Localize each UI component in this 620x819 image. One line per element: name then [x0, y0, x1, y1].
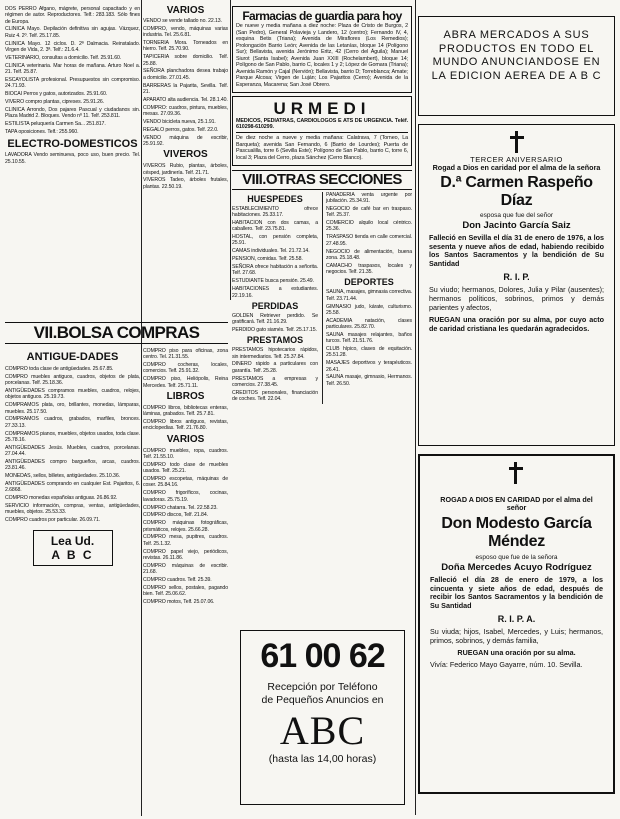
classified-ad: HABITACIONES a estudiantes. 22.19.16.	[232, 286, 318, 299]
section-banner	[232, 170, 412, 190]
obit-ruegan: RUEGAN una oración por su alma, por cuyo acto de caridad cristiana les quedarán agradecidos.	[429, 315, 604, 333]
classified-ad: PENSION, comidas. Telf. 25.58.	[232, 256, 303, 263]
farmacias-box	[232, 6, 412, 93]
classified-ad: REGALO perros, gatos. Telf. 22.0.	[143, 126, 219, 133]
classified-ad: CREDITOS personales, financiación de coches. Telf. 22.04.	[232, 389, 318, 403]
obit-text: Falleció el día 28 de enero de 1979, a los cincuenta y siete años de edad, después de recibir los Santos Sacramentos y la bendición de Su Santidad	[430, 575, 603, 610]
urmedi-box	[232, 96, 412, 166]
obit-intro: ROGAD A DIOS EN CARIDAD por el alma del señor	[440, 495, 593, 512]
classified-ad: ANTIGÜEDADES Jesús. Muebles, cuadros, porcelanas. 27.04.44.	[5, 444, 140, 458]
urmedi-subtitle: MEDICOS, PEDIATRAS, CARDIOLOGOS E ATS DE URGENCIA. Teléf. 610298-610299.	[236, 117, 408, 130]
classified-list	[143, 348, 228, 389]
classified-ad: COMPRO máquinas de escribir. 21.68.	[143, 562, 228, 576]
classified-ad: PRESTAMOS hipotecarios rápidos, sin intermediarios. Telf. 25.37.84.	[232, 347, 318, 360]
obit-intro: Rogad a Dios en caridad por el alma de la señora	[432, 163, 601, 172]
obituary-box-2	[418, 454, 615, 794]
classified-ad: ESCAYOLISTA profesional. Presupuestos sin compromiso. 24.71.93.	[5, 76, 140, 90]
classified-ad: VIVEROS Rubio, plantas, árboles, césped, jardinería. Telf. 21.71.	[143, 163, 228, 176]
obit-spouse-intro: esposa que fue del señor	[480, 212, 553, 219]
classified-ad: APARATO alta audiencia. Tel. 28.1.40.	[143, 96, 228, 103]
classified-ad: ESTILISTA peluquería Carmen Sa... 251.817.	[5, 121, 106, 128]
column-rule	[415, 0, 416, 815]
classified-list	[326, 192, 412, 276]
divider	[236, 132, 408, 133]
obit-rip: R. I. P.	[503, 272, 530, 283]
classified-ad: ANTIGÜEDADES compro bargueños, arcas, cuadros. 23.81.46.	[5, 459, 140, 472]
classified-ad: COMPRO máquinas fotográficas, prismáticos, relojes. 25.66.28.	[143, 520, 228, 533]
classified-ad: COMPRO mesa, pupitres, cuadros. Telf. 25.1.32.	[143, 534, 228, 547]
classified-ad: COMPRAMOS pianos, muebles, objetos usados, toda clase. 25.78.16.	[5, 430, 140, 443]
column-2-lower	[143, 348, 228, 607]
classified-list	[143, 405, 228, 432]
classified-ad: TAPICERIA sobre domicilio. Telf. 25.88.	[143, 54, 228, 67]
section-title: VII.BOLSA COMPRAS	[33, 323, 200, 342]
classified-ad: COMPRO chatarra. Tel. 22.58.23.	[143, 504, 218, 511]
obit-family: Su viuda; hijos, Isabel, Mercedes, y Luis; hermanos, primos, sobrinos, y demás familia,	[430, 627, 603, 645]
classified-ad: COMPRO piso, Heliópolis, Reina Mercedes. Telf. 25.71.11.	[143, 376, 228, 389]
section-header-deportes: DEPORTES	[344, 277, 394, 288]
classified-ad: GOLDEN Retriever perdido. Se gratificará. Telf. 21.16.29.	[232, 312, 318, 326]
phone-ad-box	[240, 630, 405, 805]
obit-text: Falleció en Sevilla el día 31 de enero de 1976, a los sesenta y nueve años de edad, habiendo recibido los Santos Sacramentos y la bendición de Su Santidad	[429, 233, 604, 268]
classified-ad: COMPRO: cuadros, pintura, muebles, mesas. 27.09.36.	[143, 104, 228, 118]
classified-list	[143, 163, 228, 190]
classified-ad: PRESTAMOS a empresas y comercios. 27.38.45.	[232, 375, 318, 388]
cross-icon	[509, 462, 525, 490]
obit-rip: R. I. P. A.	[497, 614, 536, 625]
column-rule	[141, 346, 142, 816]
classified-list	[232, 206, 318, 299]
classified-ad: COMPRO discos, Telf. 21.84.	[143, 512, 208, 519]
classified-ad: COMPRO sellos, postales, pagando bien. Telf. 25.06.62.	[143, 584, 228, 598]
classified-ad: MASAJES deportivos y terapéuticos. 26.41.	[326, 360, 412, 373]
phone-number: 61 00 62	[260, 637, 385, 675]
otras-right-column	[322, 192, 412, 404]
column-1-lower	[5, 348, 140, 566]
classified-ad: COMPRO, vendo, máquinas varias industria. Tel. 25.6.81.	[143, 25, 228, 39]
otras-left-column	[232, 192, 318, 404]
classified-ad: CLINICA Arrondo, Dos pajares Pascual y ciudadanos sin. Plaza Madrid 2. Bloques. Vendo nº 11. Telf. 253.811.	[5, 106, 140, 120]
classified-ad: COMPRO cocheras, locales, comercios. Telf. 25.91.32.	[143, 362, 228, 375]
obit-family: Su viudo; hermanos, Dolores, Julia y Pilar (ausentes); hermanos políticos, sobrinos, primos y demás parientes y afectos,	[429, 285, 604, 312]
classified-ad: TRASPASO tienda en calle comercial. 27.48.95.	[326, 234, 412, 247]
section-header-varios: VARIOS	[166, 433, 205, 445]
classified-ad: SEÑORA planchadora desea trabajo a domicilio. 27.01.45.	[143, 68, 228, 81]
urmedi-text: De diez noche a nueve y media mañana: Calatrava, 7 (Torneo, La Barqueta); avenida San Fernando, 6 (Barrio de Lourdes); Puerta de Pascualilla, torre 6 (Sevilla Este); Polígono de San Pablo, barrio C, torre 6, local 3; Plaza del Cerro, plaza Sánchez (Cerro Blanco).	[236, 135, 408, 161]
classified-ad: CAMAS individuales. Tel. 21.72.14.	[232, 248, 310, 255]
farmacias-title: Farmacias de guardia para hoy	[242, 9, 402, 23]
section-header-prestamos: PRESTAMOS	[246, 335, 304, 346]
section-banner	[5, 322, 228, 344]
classified-ad: SAUNA, masajes, gimnasia correctiva. Telf. 23.71.44.	[326, 289, 412, 302]
section-header-viveros: VIVEROS	[163, 149, 208, 161]
section-header-antiguedades: ANTIGUE-DADES	[26, 351, 119, 363]
section-header-perdidas: PERDIDAS	[251, 300, 299, 311]
classified-ad: VIVEROS Tadeo, árboles frutales, plantas. 22.50.19.	[143, 177, 228, 190]
obit-ruegan: RUEGAN una oración por su alma.	[457, 647, 576, 657]
obit-spouse-intro: esposo que fue de la señora	[475, 554, 558, 561]
classified-ad: COMPRAMOS plata, oro, brillantes, monedas, lámparas, muebles. 25.17.50.	[5, 402, 140, 415]
section-header-varios: VARIOS	[166, 5, 205, 16]
urmedi-title: URMEDI	[273, 98, 371, 118]
classified-list	[143, 18, 228, 147]
column-1	[5, 6, 140, 166]
classified-ad: CAMACHO traspasos, locales y negocios. Telf. 21.35.	[326, 262, 412, 276]
classified-list	[232, 347, 318, 402]
classified-ad: VENDO máquina de escribir, 25.91.92.	[143, 134, 228, 147]
classified-ad: CLINICA Mayo. 12 ciclos. D. 2ª Dalmacia. Reinstalado. Virgen de Vida, 2. 3ª. Telf.: 21.6.4.	[5, 40, 140, 53]
section-header-huespedes: HUESPEDES	[247, 193, 303, 204]
classified-ad: VETERINARIO, consultas a domicilio. Telf. 25.91.60.	[5, 54, 122, 61]
phone-line-1: Recepción por Teléfono	[267, 681, 378, 693]
classified-ad: BIOCAI Perros y gatos, autorizados. 25.91.60.	[5, 91, 108, 98]
classified-ad: COMPRO piso para oficinas, zona centro. Tel. 21.31.55.	[143, 348, 228, 361]
classified-ad: SEÑORA ofrece habitación a señorita. Telf. 27.68.	[232, 264, 318, 277]
obituary-box-1	[418, 124, 615, 446]
classified-ad: COMPRO todo clase de muebles usados. Telf. 25.21.	[143, 461, 228, 475]
classified-list	[5, 6, 140, 135]
column-3	[232, 6, 412, 404]
farmacias-text: De nueve y media mañana a diez noche: Plaza de Cristo de Burgos, 2 (San Pedro), General Polavieja y Landero, 12 (centro); Fernando IV, 4, esquina Betis (Triana); Avenida de Miraflores (Los Remedios); Prolongación Barrio León; Avenida de las Letanías, bloque 14 (Polígono Sur); Bellavista, avenida Jerónimo Eritz, 42 (Cerro del Águila); Manuel Siurot (Santa Isabel); Avenida Juan XXIII (Rochelambert), bloque 14; Polígono de San Pablo, barrio C, locales 1 y 2; López de Gomara (Triana); Avenida Ramón y Cajal (Nervión); Bellavista, barrio D; Torreblanca; Amate; Parque Alcosa; Virgen de Luján; Los Pajaritos (Cerro); Avenida de la Esperanza, Macarena; San José Obrero.	[236, 23, 408, 88]
cross-icon	[510, 131, 524, 153]
classified-ad: SAUNA masaje, gimnasio, Hermanos. Telf. 26.50.	[326, 374, 412, 387]
classified-ad: DOS PERRO Afgano, mágrete, personal capacitado y en régimen de autor. Reproductores. Telf.: 283.183. Sólo fines de Europa.	[5, 6, 140, 25]
otras-secciones-body	[232, 192, 412, 404]
lea-abc-box	[33, 530, 113, 566]
classified-ad: COMPRO motos, Telf. 25.07.06.	[143, 599, 215, 606]
classified-ad: CLINICA Mayo. Depilación definitiva sin agujas. Vázquez, Ruiz 4. 2º. Telf. 25.17.85.	[5, 26, 140, 39]
obit-address: Vivía: Federico Mayo Gayarre, núm. 10. Sevilla.	[430, 660, 583, 670]
classified-ad: COMPRAMOS cuadros, grabados, marfiles, bronces. 27.33.13.	[5, 416, 140, 429]
classified-ad: HOSTAL, con pensión completa, 25.91.	[232, 234, 318, 247]
classified-ad: ESTUDIANTE busca pensión. 25.49.	[232, 278, 314, 285]
classified-ad: TORNERIA Mora. Torneados en hierro. Telf. 25.70.90.	[143, 40, 228, 53]
obit-name: D.ª Carmen Raspeño Díaz	[440, 174, 593, 209]
classified-ad: CLUB hípico, clases de equitación. 25.51.28.	[326, 346, 412, 359]
obit-spouse: Doña Mercedes Acuyo Rodríguez	[441, 562, 592, 573]
classified-list	[143, 448, 228, 606]
obit-spouse: Don Jacinto García Saiz	[462, 220, 571, 231]
classified-ad: COMPRO papel viejo, periódicos, revistas. 26.11.86.	[143, 548, 228, 561]
classified-ad: COMPRO libros antiguos, revistas, enciclopedias. Telf. 21.76.80.	[143, 419, 228, 432]
abc-text: A B C	[51, 547, 94, 562]
classified-ad: VIVERO compro plantas, cipreses. 25.91.26.	[5, 99, 105, 106]
classified-ad: LAVADORA Vendo seminueva, poco uso, buen precio. Tel. 25.10.55.	[5, 152, 140, 165]
section-header-electrodomesticos: ELECTRO-DOMESTICOS	[7, 138, 138, 151]
classified-ad: TAPA oposiciones. Telf.: 255.960.	[5, 128, 79, 135]
column-4	[418, 6, 615, 794]
classified-ad: DINERO rápido a particulares con garantía. Telf. 25.28.	[232, 361, 318, 374]
classified-ad: VENDO bicicleta nueva, 25.1.91.	[143, 118, 216, 125]
classified-ad: COMPRO toda clase de antigüedades. 25.67.85.	[5, 366, 114, 372]
column-rule	[230, 0, 231, 300]
classified-ad: SAUNA masajes relajantes, baños turcos. Telf. 21.51.76.	[326, 331, 412, 345]
classified-list	[326, 289, 412, 387]
classified-ad: VENDO se vende tallado no. 22.13.	[143, 18, 222, 24]
abc-logo: ABC	[279, 708, 366, 753]
section-title: VIII.OTRAS SECCIONES	[242, 170, 402, 188]
classified-ad: COMPRO libros, bibliotecas enteras, láminas, grabados. Telf. 25.7.81.	[143, 404, 228, 418]
classified-ad: NEGOCIO de alimentación, buena zona. 25.18.48.	[326, 248, 412, 261]
phone-hours: (hasta las 14,00 horas)	[268, 753, 377, 765]
classified-ad: ANTIGÜEDADES comprando en cualquier Est. Pajaritos, 6. 2.6868.	[5, 481, 140, 494]
classified-ad: SERVICIO información, compras, ventas, antigüedades, muebles, objetos. 25.53.33.	[5, 503, 140, 516]
classified-ad: COMPRO cuadros por particular. 26.09.71.	[5, 517, 101, 524]
classified-ad: COMPRO muebles antiguos, cuadros, objetos de plata, porcelanas. Telf. 25.18.36.	[5, 373, 140, 387]
classified-ad: GIMNASIO judo, kárate, culturismo. 25.58.	[326, 303, 412, 316]
classified-list	[5, 366, 140, 524]
classified-ad: COMPRO escopetas, máquinas de coser. 25.84.16.	[143, 476, 228, 489]
classified-ad: ACADEMIA natación, clases particulares. 25.82.70.	[326, 317, 412, 330]
classified-ad: COMPRO monedas españolas antiguas. 26.86.92.	[5, 495, 118, 502]
classified-ad: COMPRO muebles, ropa, cuadros. Telf. 21.55.10.	[143, 447, 228, 461]
classified-ad: ESTABLECIMIENTO ofrece habitaciones. 25.33.17.	[232, 205, 318, 219]
classified-ad: PANADERIA venta urgente por jubilación. 25.34.91.	[326, 191, 412, 205]
classified-ad: ANTIGÜEDADES compramos muebles, cuadros, relojes, objetos antiguos. 25.19.73.	[5, 388, 140, 401]
classified-ad: HABITACION con dos camas, a caballero. Telf. 23.75.81.	[232, 219, 318, 233]
classified-ad: PERDIDO gato siamés. Telf. 25.17.15.	[232, 326, 317, 333]
lea-text: Lea Ud.	[50, 533, 95, 548]
classified-ad: MONEDAS, sellos, billetes, antigüedades. 25.10.36.	[5, 473, 120, 480]
classified-ad: COMERCIO alquilo local céntrico. 25.36.	[326, 220, 412, 233]
classified-ad: NEGOCIO de café bar en traspaso. Telf. 25.37.	[326, 205, 412, 219]
classified-ad: BARRERAS la Pajarita, Sevilla. Telf. 21.	[143, 82, 228, 95]
obit-name: Don Modesto García Méndez	[441, 515, 592, 550]
classified-ad: COMPRO frigoríficos, cocinas, lavadoras. 25.75.19.	[143, 490, 228, 503]
classified-list	[232, 313, 318, 333]
phone-line-2: de Pequeños Anuncios en	[261, 694, 384, 706]
classified-ad: COMPRO cuadros. Telf. 25.39.	[143, 577, 212, 584]
obit-title: TERCER ANIVERSARIO	[470, 155, 563, 164]
edicion-aerea-text: ABRA MERCADOS A SUS PRODUCTOS EN TODO EL MUNDO ANUNCIANDOSE EN LA EDICION AEREA DE A B C	[431, 29, 602, 82]
section-header-libros: LIBROS	[166, 390, 205, 402]
edicion-aerea-box	[418, 16, 615, 116]
column-2	[143, 6, 228, 192]
classified-ad: CLINICA veterinaria. Mar horas de mañana. Arturo Noel a. 21. Telf. 25.87.	[5, 62, 140, 76]
